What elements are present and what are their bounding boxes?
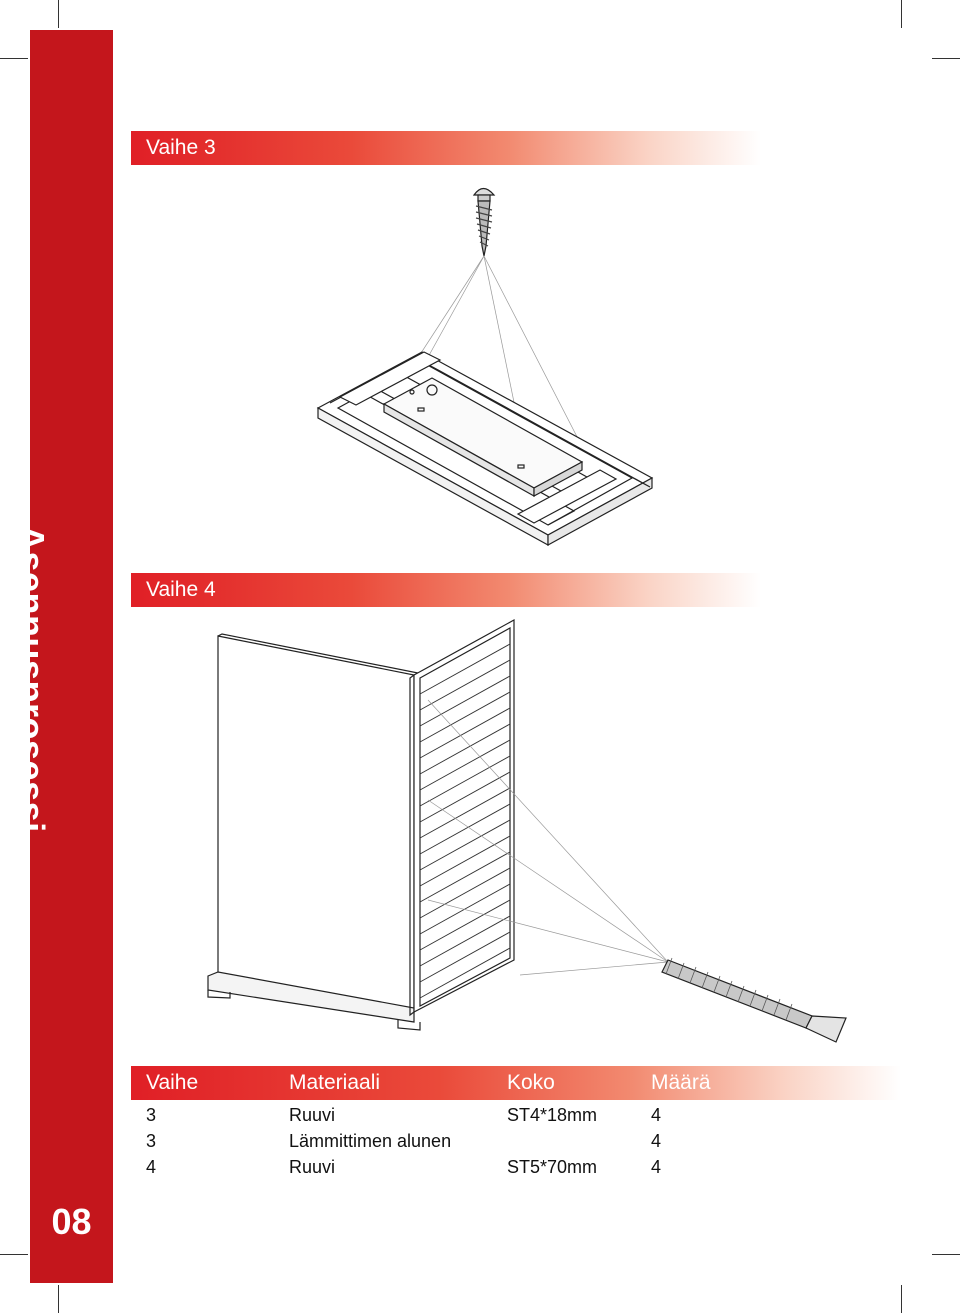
cell-size: ST5*70mm xyxy=(507,1157,598,1177)
cell-step: 3 xyxy=(146,1131,157,1151)
header-material: Materiaali xyxy=(289,1071,381,1094)
cell-size: ST4*18mm xyxy=(507,1105,598,1125)
cell-material: Lämmittimen alunen xyxy=(289,1131,452,1151)
step-4-illustration xyxy=(208,620,846,1042)
cell-step: 4 xyxy=(146,1157,157,1177)
cell-quantity: 4 xyxy=(651,1157,662,1177)
cell-quantity: 4 xyxy=(651,1105,662,1125)
header-quantity: Määrä xyxy=(651,1071,711,1094)
step-4-header: Vaihe 4 xyxy=(131,573,761,607)
table-row xyxy=(131,1128,831,1154)
header-step: Vaihe xyxy=(146,1071,199,1094)
header-size: Koko xyxy=(507,1071,555,1094)
page-number: 08 xyxy=(51,1201,92,1242)
cell-material: Ruuvi xyxy=(289,1157,336,1177)
step-3-header: Vaihe 3 xyxy=(131,131,761,165)
cell-material: Ruuvi xyxy=(289,1105,336,1125)
cell-quantity: 4 xyxy=(651,1131,662,1151)
side-panel xyxy=(218,636,414,1012)
table-row xyxy=(131,1154,831,1180)
parts-table-header xyxy=(131,1066,901,1100)
cell-step: 3 xyxy=(146,1105,157,1125)
step-3-illustration xyxy=(318,189,652,546)
table-row xyxy=(131,1102,831,1128)
screw-icon xyxy=(474,189,494,257)
sidebar-title-text: Asennusprosessi xyxy=(10,525,52,833)
long-screw-icon xyxy=(662,958,846,1042)
front-grille xyxy=(410,620,514,1015)
